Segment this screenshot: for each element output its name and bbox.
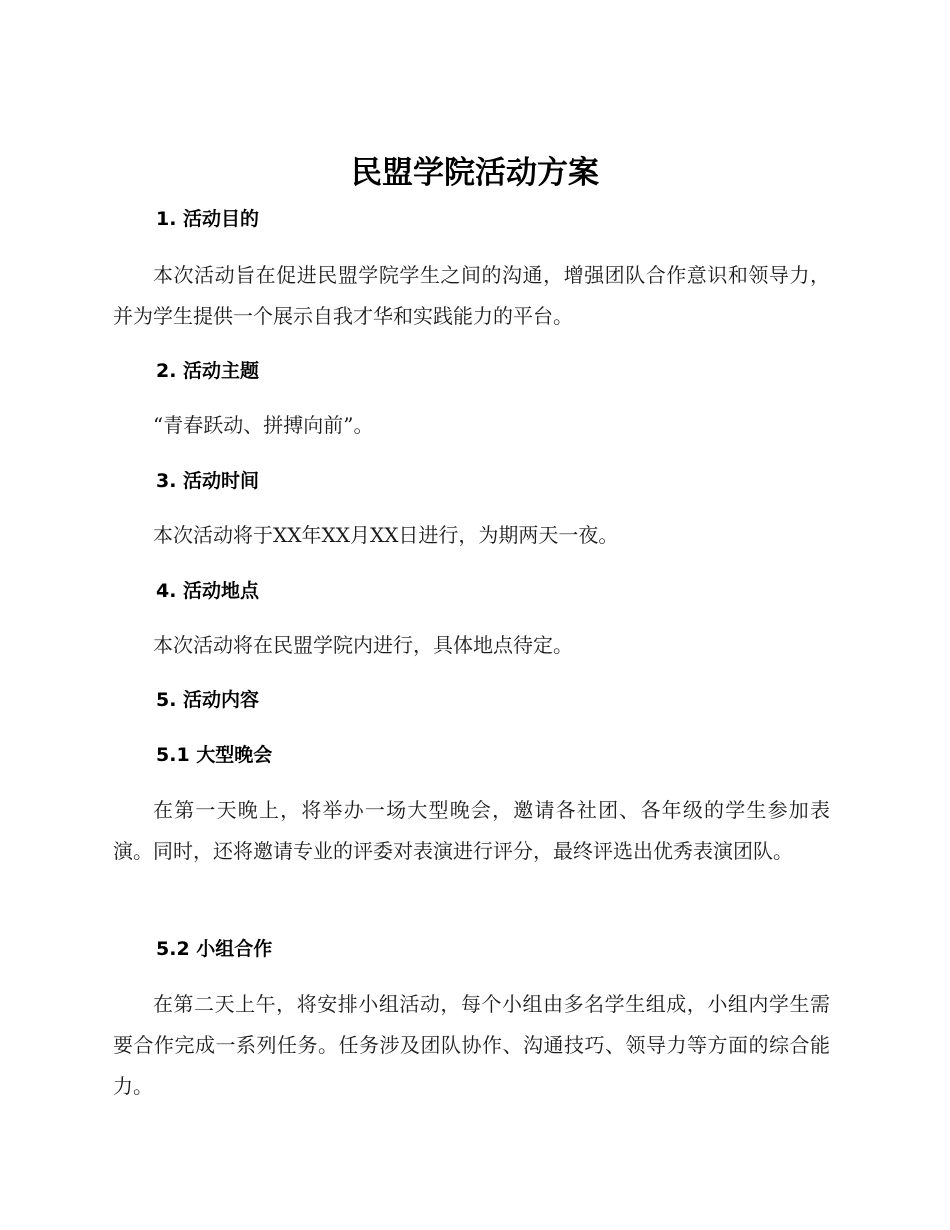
subsection-heading: 5.1 大型晚会 [156, 744, 273, 766]
section-paragraph: 在第二天上午，将安排小组活动，每个小组由多名学生组成，小组内学生需要合作完成一系列任务。任务涉及团队协作、沟通技巧、领导力等方面的综合能力。 [113, 992, 830, 1098]
section-paragraph: 在第一天晚上，将举办一场大型晚会，邀请各社团、各年级的学生参加表演。同时，还将邀请专业的评委对表演进行评分，最终评选出优秀表演团队。 [113, 798, 830, 863]
section-heading: 3. 活动时间 [156, 470, 260, 492]
section-heading: 2. 活动主题 [156, 360, 260, 382]
section-heading: 1. 活动目的 [156, 208, 260, 230]
section-paragraph: 本次活动旨在促进民盟学院学生之间的沟通，增强团队合作意识和领导力，并为学生提供一个展示自我才华和实践能力的平台。 [113, 263, 830, 328]
section-paragraph: 本次活动将在民盟学院内进行，具体地点待定。 [153, 633, 573, 657]
section-heading: 4. 活动地点 [156, 580, 260, 602]
section-paragraph: 本次活动将于XX年XX月XX日进行，为期两天一夜。 [153, 523, 619, 547]
page-title: 民盟学院活动方案 [351, 155, 599, 191]
section-paragraph: “青春跃动、拼搏向前”。 [153, 413, 374, 437]
section-heading: 5. 活动内容 [156, 689, 260, 711]
subsection-heading: 5.2 小组合作 [156, 938, 273, 960]
